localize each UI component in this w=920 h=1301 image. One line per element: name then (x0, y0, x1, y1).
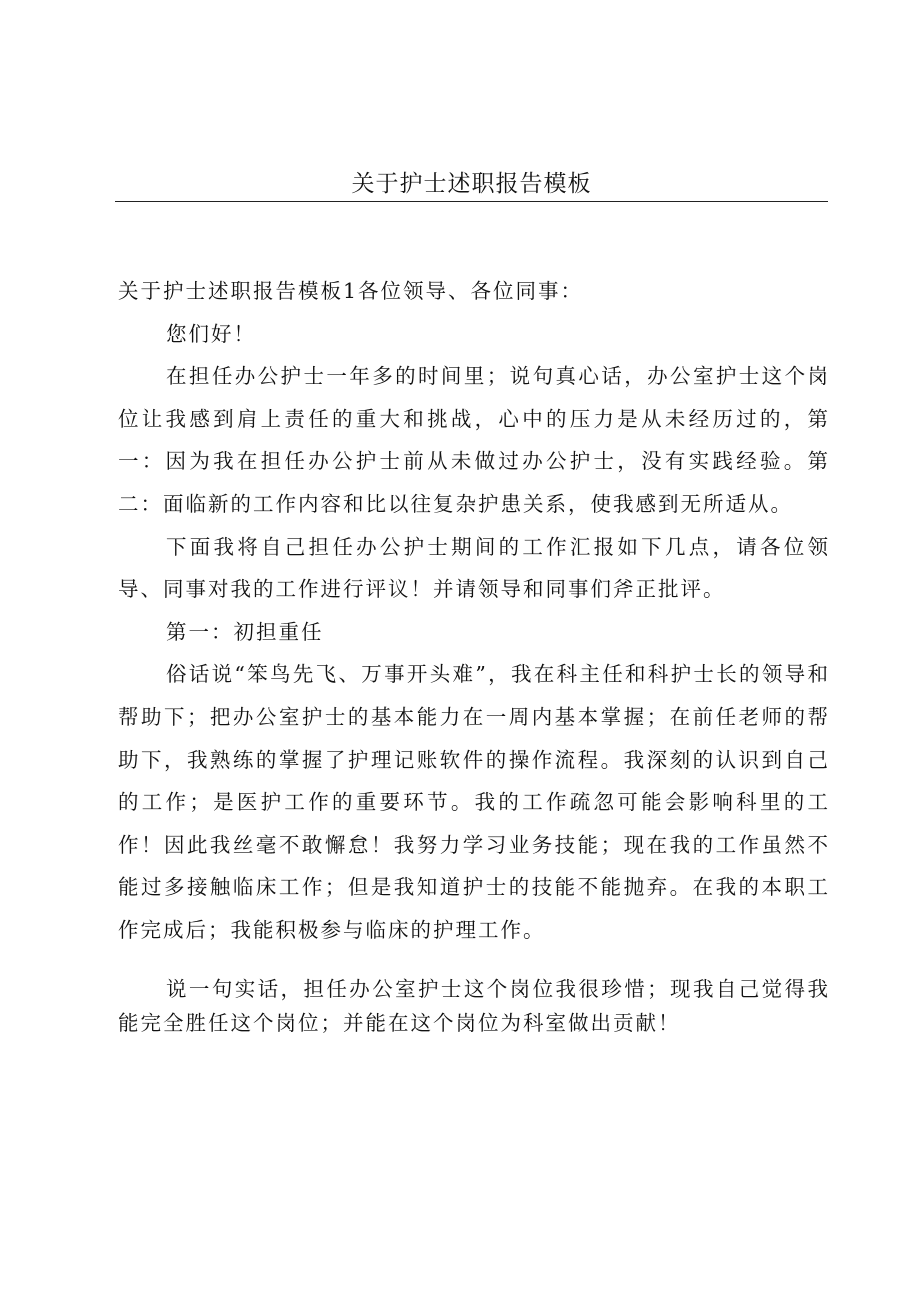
paragraph-first-section: 俗话说“笨鸟先飞、万事开头难”，我在科主任和科护士长的领导和帮助下；把办公室护士的基本能力在一周内基本掌握；在前任老师的帮助下，我熟练的掌握了护理记账软件的操作流程。我深刻的认识到自己的工作；是医护工作的重要环节。我的工作疏忽可能会影响科里的工作！因此我丝毫不敢懈怠！我努力学习业务技能；现在我的工作虽然不能过多接触临床工作；但是我知道护士的技能不能抛弃。在我的本职工作完成后；我能积极参与临床的护理工作。 (118, 662, 830, 942)
document-title: 关于护士述职报告模板 (351, 171, 592, 197)
title-underline (115, 201, 828, 202)
paragraph-closing: 说一句实话，担任办公室护士这个岗位我很珍惜；现我自己觉得我能完全胜任这个岗位；并能在这个岗位为科室做出贡献！ (118, 976, 830, 1035)
paragraph-report-overview: 下面我将自己担任办公护士期间的工作汇报如下几点，请各位领导、同事对我的工作进行评议！并请领导和同事们斧正批评。 (118, 534, 830, 602)
document-body (118, 270, 830, 1040)
opening-line: 关于护士述职报告模板1各位领导、各位同事： (118, 279, 584, 303)
section-heading-first: 第一：初担重任 (166, 619, 324, 644)
paragraph-intro: 在担任办公护士一年多的时间里；说句真心话，办公室护士这个岗位让我感到肩上责任的重大和挑战，心中的压力是从未经历过的，第一：因为我在担任办公护士前从未做过办公护士，没有实践经验。第二：面临新的工作内容和比以往复杂护患关系，使我感到无所适从。 (118, 364, 830, 516)
greeting: 您们好！ (166, 321, 256, 346)
